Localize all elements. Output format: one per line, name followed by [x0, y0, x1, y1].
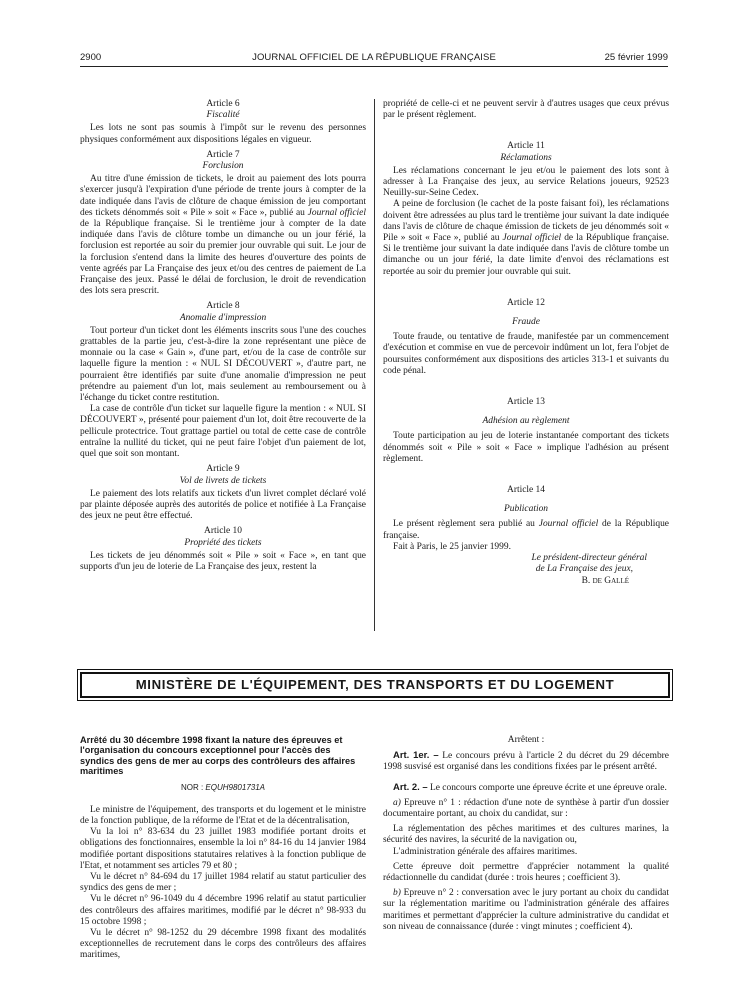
visa-decret-98-1252: Vu le décret n° 98-1252 du 29 décembre 1998 fixant des modalités exceptionnelles de recrutement dans le corps des contrôleurs des affaires maritimes, [80, 928, 366, 961]
epreuve-a-option-1: La réglementation des pêches maritimes et des cultures marines, la sécurité des navires, la sécurité de la navigation ou, [383, 824, 669, 846]
article-7-heading: Article 7 [206, 149, 240, 160]
article-11-subtitle: Réclamations [500, 152, 552, 163]
nor-reference: NOR : EQUH9801731A [180, 782, 266, 792]
article-14-text: Le présent règlement sera publié au Journal officiel de la République française. [383, 519, 669, 541]
journal-title: JOURNAL OFFICIEL DE LA RÉPUBLIQUE FRANÇAISE [252, 52, 496, 63]
column-divider [374, 99, 375, 631]
article-7-subtitle: Forclusion [202, 161, 244, 172]
article-1-text: Art. 1er. – Le concours prévu à l'article 2 du décret du 29 décembre 1998 susvisé est organisé dans les conditions fixées par le présent arrêté. [383, 750, 669, 773]
arretent-label: Arrêtent : [507, 735, 545, 745]
article-10-subtitle: Propriété des tickets [184, 537, 262, 548]
epreuve-a-option-2: L'administration générale des affaires maritimes. [393, 846, 578, 857]
epreuve-a-note: Cette épreuve doit permettre d'apprécier notamment la qualité rédactionnelle du candidat (durée : trois heures ; coefficient 3). [383, 861, 669, 884]
epreuve-b-text: b) Epreuve n° 2 : conversation avec le jury portant au choix du candidat sur la réglementation maritime ou l'administration générale des affaires maritimes et permettant d'apprécier la culture administrative du candidat et son niveau de connaissance (durée : vingt minutes ; coefficient 4). [383, 888, 669, 932]
article-14-subtitle: Publication [503, 504, 549, 515]
signatory-title-2: de La Française des jeux, [535, 564, 633, 575]
article-2-text: Art. 2. – Le concours comporte une épreuve écrite et une épreuve orale. [393, 781, 667, 793]
article-10-text: Les tickets de jeu dénommés soit « Pile » soit « Face », en tant que supports d'un jeu de loterie de La Française des jeux, restent la [80, 550, 366, 572]
lower-left-column [80, 735, 366, 962]
article-12-subtitle: Fraude [512, 317, 540, 328]
signing-place-date: Fait à Paris, le 25 janvier 1999. [393, 541, 511, 552]
article-9-heading: Article 9 [206, 464, 240, 475]
article-9-text: Le paiement des lots relatifs aux tickets d'un livret complet déclaré volé par plainte déposée auprès des autorités de police et notifiée à La Française des jeux ne peut être effectué. [80, 488, 366, 522]
left-column [80, 99, 366, 573]
article-8-heading: Article 8 [206, 301, 240, 312]
header-rule [80, 66, 668, 67]
lower-right-column [383, 735, 669, 933]
page-header [80, 52, 668, 66]
signatory-title-1: Le président-directeur général [531, 553, 647, 564]
article-10-continued: propriété de celle-ci et ne peuvent servir à d'autres usages que ceux prévus par le présent règlement. [383, 99, 669, 121]
article-6-heading: Article 6 [206, 99, 240, 109]
article-8-text-1: Tout porteur d'un ticket dont les éléments inscrits sous l'une des couches grattables de la partie jeu, c'est-à-dire la zone représentant une pièce de monnaie ou la case « Gain », d'une part, et/ou de la case de contrôle sur laquelle figure la mention : « NUL SI DÉCOUVERT », d'autre part, ne pourraient être identifiés par suite d'une anomalie d'impression ne peut prétendre au paiement d'un lot, mais seulement au remboursement ou à l'échange du ticket contre restitution. [80, 325, 366, 404]
visa-decret-96-1049: Vu le décret n° 96-1049 du 4 décembre 1996 relatif au statut particulier des contrôleurs des affaires maritimes, modifié par le décret n° 98-933 du 15 octobre 1998 ; [80, 894, 366, 927]
article-13-subtitle: Adhésion au règlement [482, 416, 570, 427]
article-12-text: Toute fraude, ou tentative de fraude, manifestée par un commencement d'exécution et commise en vue de percevoir indûment un lot, fera l'objet de poursuites conformément aux dispositions des articles 313-1 et suivants du code pénal. [383, 332, 669, 376]
visa-loi-83-634: Vu la loi n° 83-634 du 23 juillet 1983 modifiée portant droits et obligations des fonctionnaires, ensemble la loi n° 84-16 du 14 janvier 1984 modifiée portant dispositions statutaires relatives à la fonction publique de l'Etat, et notamment ses articles 79 et 80 ; [80, 827, 366, 871]
arrete-title: Arrêté du 30 décembre 1998 fixant la nature des épreuves et l'organisation du concours exceptionnel pour l'accès des syndics des gens de mer au corps des contrôleurs des affaires maritimes [80, 735, 356, 777]
article-7-text: Au titre d'une émission de tickets, le droit au paiement des lots pourra s'exercer jusqu'à l'expiration d'une période de trente jours à compter de la date indiquée dans l'avis de clôture de chaque émission de jeu comportant des tickets dénommés soit « Pile » soit « Face », publié au Journal officiel de la République française. Si le trentième jour à compter de la date indiquée dans l'avis de clôture tombe un dimanche ou un jour férié, la forclusion est reportée au soir du premier jour ouvrable qui suit. Le jour de la forclusion s'entend dans la limite des heures d'ouverture des points de vente agréés par La Française des jeux et/ou des centres de paiement de La Française des jeux. Passé le délai de forclusion, le droit de revendication des lots sera prescrit. [80, 174, 366, 297]
preamble-ministers: Le ministre de l'équipement, des transports et du logement et le ministre de la fonction publique, de la réforme de l'Etat et de la décentralisation, [80, 804, 366, 827]
article-13-heading: Article 13 [507, 397, 545, 408]
epreuve-a-text: a) Epreuve n° 1 : rédaction d'une note de synthèse à partir d'un dossier documentaire portant, au choix du candidat, sur : [383, 797, 669, 820]
article-10-heading: Article 10 [204, 526, 242, 537]
article-11-text-1: Les réclamations concernant le jeu et/ou le paiement des lots sont à adresser à La Française des jeux, au service Relations joueurs, 92523 Neuilly-sur-Seine Cedex. [383, 165, 669, 199]
signatory-name: B. de Gallé [581, 575, 629, 586]
article-8-subtitle: Anomalie d'impression [179, 312, 267, 323]
issue-date: 25 février 1999 [604, 52, 668, 63]
ministry-banner: MINISTÈRE DE L'ÉQUIPEMENT, DES TRANSPORTS ET DU LOGEMENT [80, 672, 670, 698]
article-6-subtitle: Fiscalité [206, 110, 240, 121]
visa-decret-84-694: Vu le décret n° 84-694 du 17 juillet 1984 relatif au statut particulier des syndics des gens de mer ; [80, 872, 366, 894]
article-13-text: Toute participation au jeu de loterie instantanée comportant des tickets dénommés soit « Pile » soit « Face » implique l'adhésion au présent règlement. [383, 431, 669, 464]
article-6-text: Les lots ne sont pas soumis à l'impôt sur le revenu des personnes physiques conformément aux dispositions légales en vigueur. [80, 123, 366, 145]
right-column [383, 99, 669, 587]
article-11-text-2: A peine de forclusion (le cachet de la poste faisant foi), les réclamations doivent être adressées au plus tard le trentième jour suivant la date indiquée dans l'avis de clôture de chaque émission de tickets de jeu dénommés soit « Pile » soit « Face », publié au Journal officiel de la République française. Si le trentième jour suivant la date indiquée dans l'avis de clôture tombe un dimanche ou un jour férié, la date limite d'envoi des réclamations est reportée au soir du premier jour ouvrable qui suit. [383, 199, 669, 277]
article-8-text-2: La case de contrôle d'un ticket sur laquelle figure la mention : « NUL SI DÉCOUVERT », présenté pour paiement d'un lot, doit être recouverte de la pellicule protectrice. Tout grattage partiel ou total de cette case de contrôle entraîne la nullité du ticket, qui ne peut faire l'objet d'un paiement de lot, quel que soit son montant. [80, 404, 366, 460]
article-12-heading: Article 12 [507, 297, 545, 308]
article-11-heading: Article 11 [507, 141, 545, 152]
page-number: 2900 [80, 52, 102, 63]
article-9-subtitle: Vol de livrets de tickets [179, 475, 267, 486]
article-14-heading: Article 14 [507, 485, 545, 496]
